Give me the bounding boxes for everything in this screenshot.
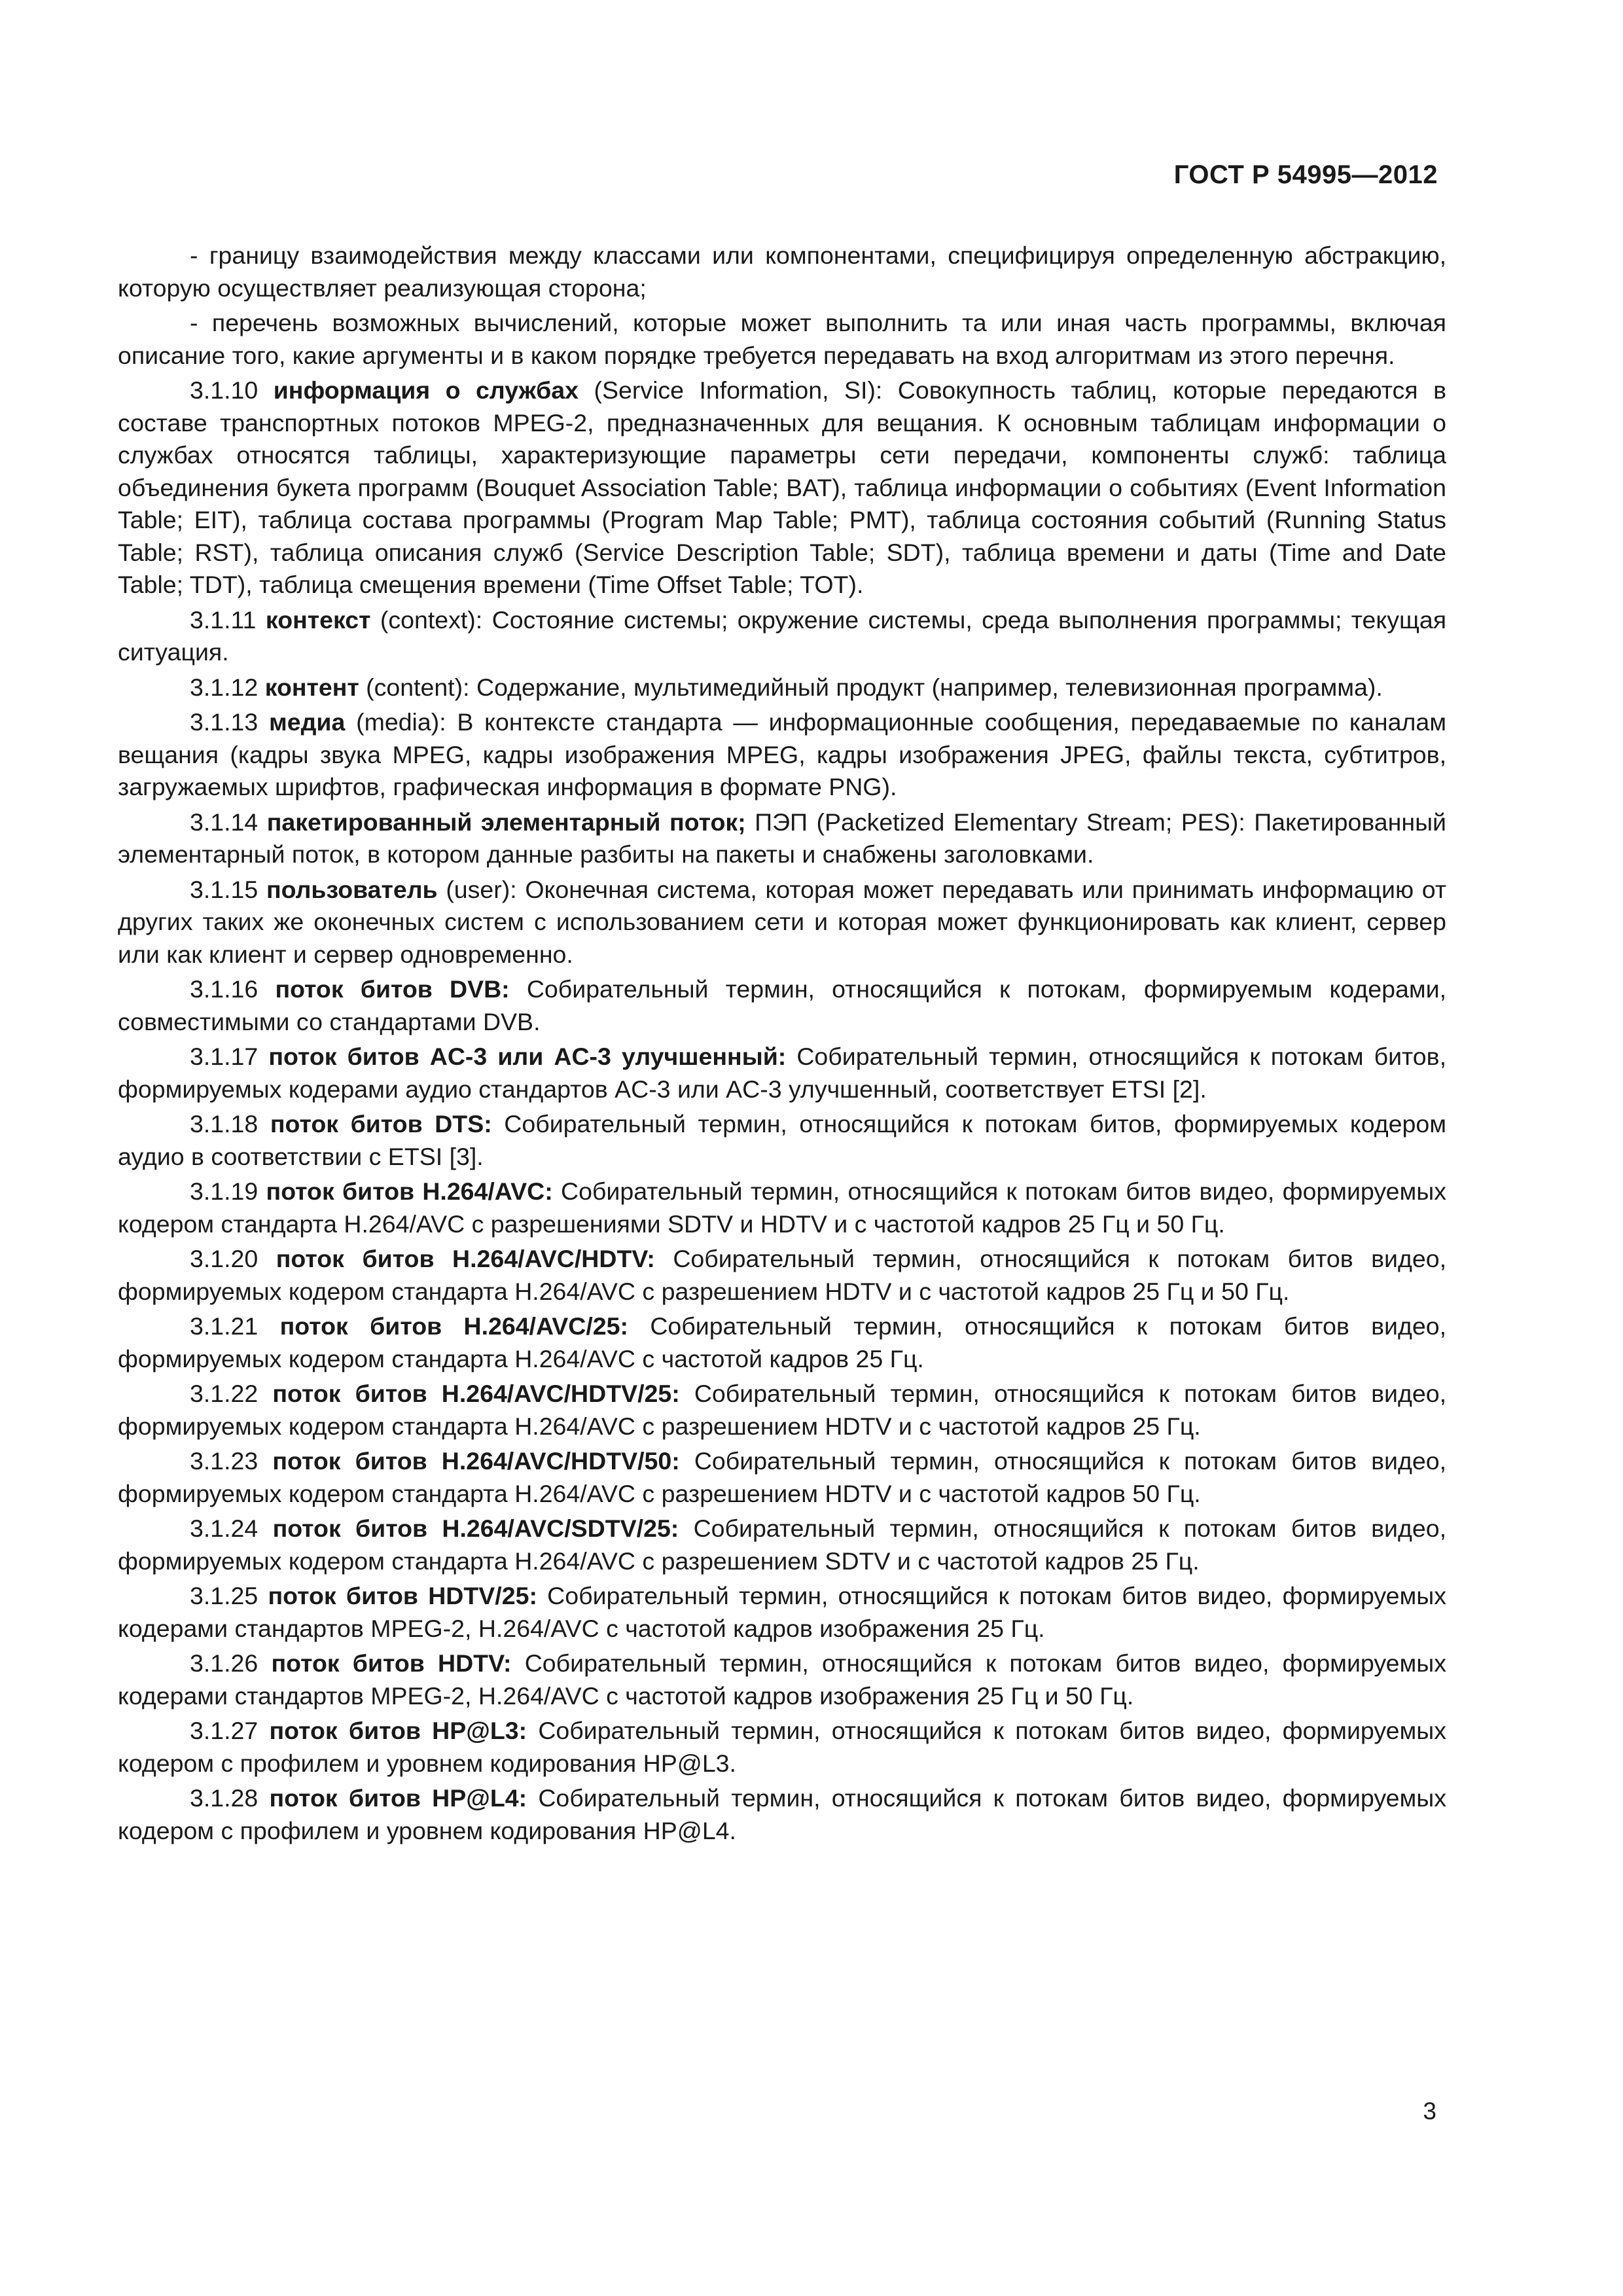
definition-text: Собирательный термин, относящийся к потокам битов, формируемых кодером аудио в соответствии с ETSI [3].	[118, 1110, 1446, 1170]
definition-text: Собирательный термин, относящийся к потокам битов видео, формируемых кодером стандарта H.264/AVC с разрешением HDTV и с частотой кадров 25 Гц и 50 Гц.	[118, 1245, 1447, 1305]
definitions-list	[118, 374, 1446, 1847]
definition-item	[118, 1647, 1446, 1712]
definition-term: поток битов HP@L3:	[269, 1717, 527, 1744]
definition-number: 3.1.25	[190, 1582, 259, 1609]
definition-term: поток битов H.264/AVC/HDTV/50:	[272, 1447, 680, 1475]
definition-number: 3.1.27	[190, 1717, 259, 1744]
definition-term: контент	[264, 673, 359, 701]
definition-item	[118, 1782, 1446, 1847]
definition-number: 3.1.21	[190, 1312, 259, 1340]
intro-item: - перечень возможных вычислений, которые может выполнить та или иная часть программы, включая описание того, какие аргументы и в каком порядке требуется передавать на вход алгоритмам из этого перечня.	[118, 309, 1446, 369]
intro-item: - границу взаимодействия между классами или компонентами, специфицируя определенную абстракцию, которую осуществляет реализующая сторона;	[118, 242, 1446, 302]
definition-text: (content): Содержание, мультимедийный продукт (например, телевизионная программа).	[359, 673, 1383, 701]
definition-text: ПЭП (Packetized Elementary Stream; PES): Пакетированный элементарный поток, в котором данные разбиты на пакеты и снабжены заголовками.	[118, 808, 1446, 868]
definition-term: поток битов H.264/AVC/HDTV:	[276, 1245, 655, 1272]
definition-term: поток битов H.264/AVC/25:	[279, 1312, 628, 1340]
definition-text: (user): Оконечная система, которая может передавать или принимать информацию от других таких же оконечных систем с использованием сети и которая может функционировать как клиент, сервер или как клиент и сервер одновременно.	[118, 875, 1447, 968]
definition-text: (context): Состояние системы; окружение системы, среда выполнения программы; текущая ситуация.	[118, 605, 1447, 666]
definition-term: информация о службах	[273, 376, 579, 404]
definition-text: Собирательный термин, относящийся к потокам битов видео, формируемых кодером стандарта H.264/AVC с разрешением SDTV и с частотой кадров 25 Гц.	[118, 1515, 1446, 1575]
definition-number: 3.1.20	[190, 1245, 259, 1272]
definition-item	[118, 1041, 1446, 1105]
page-number: 3	[1423, 2098, 1436, 2125]
definition-term: пользователь	[266, 875, 438, 903]
definition-number: 3.1.22	[190, 1380, 259, 1407]
definition-term: поток битов HDTV/25:	[268, 1582, 537, 1609]
definition-number: 3.1.17	[190, 1043, 259, 1070]
definition-item	[118, 1175, 1446, 1240]
definition-item	[118, 374, 1446, 601]
definition-number: 3.1.12	[190, 673, 259, 701]
definition-number: 3.1.15	[190, 875, 259, 903]
definition-number: 3.1.13	[190, 708, 259, 736]
definition-item	[118, 1243, 1446, 1308]
definition-number: 3.1.18	[190, 1110, 259, 1138]
definition-text: (media): В контексте стандарта — информационные сообщения, передаваемые по каналам вещания (кадры звука MPEG, кадры изображения MPEG, кадры изображения JPEG, файлы текста, субтитров, загружаемых шрифтов, графическая информация в формате PNG).	[118, 708, 1446, 800]
definition-text: Собирательный термин, относящийся к потокам битов видео, формируемых кодером стандарта H.264/AVC с разрешением HDTV и с частотой кадров 25 Гц.	[118, 1380, 1446, 1440]
definition-number: 3.1.16	[190, 975, 259, 1003]
definition-term: поток битов DTS:	[270, 1110, 492, 1138]
definition-term: поток битов DVB:	[275, 975, 510, 1003]
definition-item	[118, 1513, 1446, 1577]
definition-item	[118, 1715, 1446, 1780]
definition-text: (Service Information, SI): Совокупность таблиц, которые передаются в составе транспортных потоков MPEG-2, предназначенных для вещания. К основным таблицам информации о службах относятся таблицы, характеризующие параметры сети передачи, компоненты служб: таблица объединения букета программ (Bouquet Association Table; BAT), таблица информации о событиях (Event Information Table; EIT), таблица состава программы (Program Map Table; PMT), таблица состояния событий (Running Status Table; RST), таблица описания служб (Service Description Table; SDT), таблица времени и даты (Time and Date Table; TDT), таблица смещения времени (Time Offset Table; TOT).	[118, 376, 1446, 598]
definition-number: 3.1.26	[190, 1649, 259, 1677]
definition-term: поток битов H.264/AVC:	[266, 1177, 553, 1205]
definition-item	[118, 706, 1446, 804]
definition-text: Собирательный термин, относящийся к потокам битов видео, формируемых кодером с профилем и уровнем кодирования HP@L3.	[118, 1717, 1446, 1777]
definition-text: Собирательный термин, относящийся к потокам битов, формируемых кодерами аудио стандартов AC-3 или AC-3 улучшенный, соответствует ETSI [2].	[118, 1043, 1446, 1103]
definition-text: Собирательный термин, относящийся к потокам битов видео, формируемых кодером стандарта H.264/AVC с разрешением HDTV и с частотой кадров 50 Гц.	[118, 1447, 1446, 1507]
standard-header: ГОСТ Р 54995—2012	[1173, 160, 1438, 189]
definition-number: 3.1.19	[190, 1177, 259, 1205]
definition-item	[118, 1580, 1446, 1645]
definition-item	[118, 806, 1446, 871]
definition-text: Собирательный термин, относящийся к потокам битов видео, формируемых кодером стандарта H.264/AVC с разрешениями SDTV и HDTV и с частотой кадров 25 Гц и 50 Гц.	[118, 1177, 1447, 1238]
definition-item	[118, 973, 1446, 1038]
definition-item	[118, 1108, 1446, 1173]
definition-item	[118, 672, 1446, 704]
definition-term: контекст	[265, 605, 371, 634]
definition-number: 3.1.14	[190, 808, 259, 836]
definition-number: 3.1.10	[190, 376, 259, 404]
definition-item	[118, 1378, 1446, 1443]
definition-item	[118, 604, 1446, 669]
definition-term: поток битов HP@L4:	[269, 1784, 527, 1812]
definition-item	[118, 874, 1446, 971]
definition-text: Собирательный термин, относящийся к потокам битов видео, формируемых кодерами стандартов MPEG-2, H.264/AVC с частотой кадров изображения 25 Гц и 50 Гц.	[118, 1649, 1447, 1710]
definition-term: поток битов AC-3 или AC-3 улучшенный:	[268, 1043, 787, 1070]
definition-term: пакетированный элементарный поток;	[266, 808, 746, 836]
definition-text: Собирательный термин, относящийся к потокам битов видео, формируемых кодерами стандартов MPEG-2, H.264/AVC с частотой кадров изображения 25 Гц.	[118, 1582, 1446, 1642]
definition-term: поток битов H.264/AVC/HDTV/25:	[272, 1380, 680, 1407]
definition-number: 3.1.24	[190, 1515, 259, 1542]
definition-text: Собирательный термин, относящийся к потокам битов видео, формируемых кодером стандарта H.264/AVC с частотой кадров 25 Гц.	[118, 1312, 1446, 1372]
definition-number: 3.1.28	[190, 1784, 259, 1812]
definition-text: Собирательный термин, относящийся к потокам, формируемым кодерами, совместимыми со стандартами DVB.	[118, 975, 1446, 1035]
definition-term: поток битов HDTV:	[271, 1649, 512, 1677]
document-body	[118, 240, 1446, 1850]
definition-term: поток битов H.264/AVC/SDTV/25:	[272, 1515, 679, 1542]
definition-number: 3.1.11	[190, 605, 257, 634]
definition-item	[118, 1310, 1446, 1375]
definition-term: медиа	[269, 708, 346, 736]
definition-text: Собирательный термин, относящийся к потокам битов видео, формируемых кодером с профилем и уровнем кодирования HP@L4.	[118, 1784, 1446, 1844]
definition-number: 3.1.23	[190, 1447, 259, 1475]
definition-item	[118, 1445, 1446, 1510]
